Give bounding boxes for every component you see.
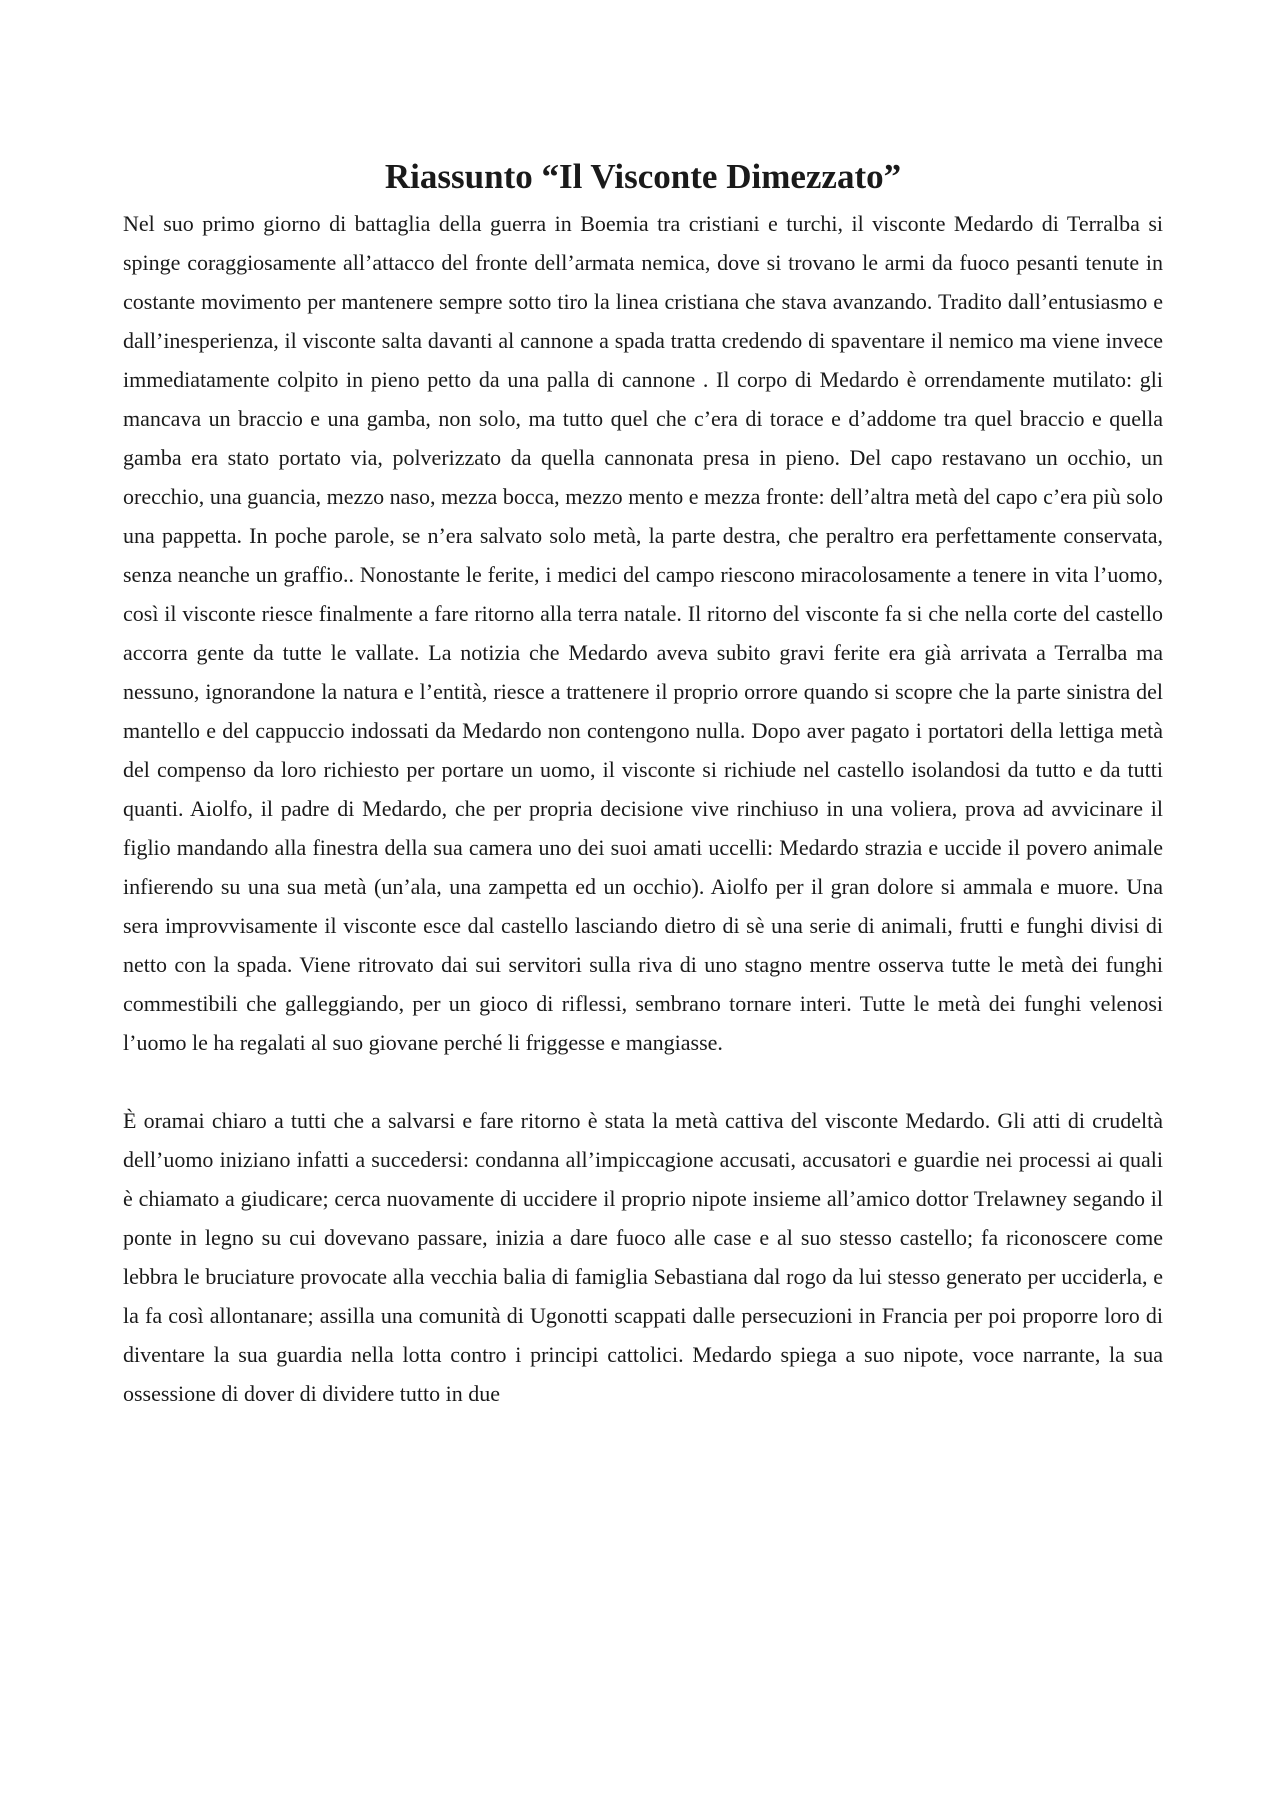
document-body [123,150,1163,1413]
paragraph-2: È oramai chiaro a tutti che a salvarsi e fare ritorno è stata la metà cattiva del visconte Medardo. Gli atti di crudeltà dell’uomo iniziano infatti a succedersi: condanna all’impiccagione accusati, accusatori e guardie nei processi ai quali è chiamato a giudicare; cerca nuovamente di uccidere il proprio nipote insieme all’amico dottor Trelawney segando il ponte in legno su cui dovevano passare, inizia a dare fuoco alle case e al suo stesso castello; fa riconoscere come lebbra le bruciature provocate alla vecchia balia di famiglia Sebastiana dal rogo da lui stesso generato per ucciderla, e la fa così allontanare; assilla una comunità di Ugonotti scappati dalle persecuzioni in Francia per poi proporre loro di diventare la sua guardia nella lotta contro i principi cattolici. Medardo spiega a suo nipote, voce narrante, la sua ossessione di dover di dividere tutto in due [123,1108,1163,1406]
paragraph-1: Nel suo primo giorno di battaglia della guerra in Boemia tra cristiani e turchi, il visconte Medardo di Terralba si spinge coraggiosamente all’attacco del fronte dell’armata nemica, dove si trovano le armi da fuoco pesanti tenute in costante movimento per mantenere sempre sotto tiro la linea cristiana che stava avanzando. Tradito dall’entusiasmo e dall’inesperienza, il visconte salta davanti al cannone a spada tratta credendo di spaventare il nemico ma viene invece immediatamente colpito in pieno petto da una palla di cannone . Il corpo di Medardo è orrendamente mutilato: gli mancava un braccio e una gamba, non solo, ma tutto quel che c’era di torace e d’addome tra quel braccio e quella gamba era stato portato via, polverizzato da quella cannonata presa in pieno. Del capo restavano un occhio, un orecchio, una guancia, mezzo naso, mezza bocca, mezzo mento e mezza fronte: dell’altra metà del capo c’era più solo una pappetta. In poche parole, se n’era salvato solo metà, la parte destra, che peraltro era perfettamente conservata, senza neanche un graffio.. Nonostante le ferite, i medici del campo riescono miracolosamente a tenere in vita l’uomo, così il visconte riesce finalmente a fare ritorno alla terra natale. Il ritorno del visconte fa si che nella corte del castello accorra gente da tutte le vallate. La notizia che Medardo aveva subito gravi ferite era già arrivata a Terralba ma nessuno, ignorandone la natura e l’entità, riesce a trattenere il proprio orrore quando si scopre che la parte sinistra del mantello e del cappuccio indossati da Medardo non contengono nulla. Dopo aver pagato i portatori della lettiga metà del compenso da loro richiesto per portare un uomo, il visconte si richiude nel castello isolandosi da tutto e da tutti quanti. Aiolfo, il padre di Medardo, che per propria decisione vive rinchiuso in una voliera, prova ad avvicinare il figlio mandando alla finestra della sua camera uno dei suoi amati uccelli: Medardo strazia e uccide il povero animale infierendo su una sua metà (un’ala, una zampetta ed un occhio). Aiolfo per il gran dolore si ammala e muore. Una sera improvvisamente il visconte esce dal castello lasciando dietro di sè una serie di animali, frutti e funghi divisi di netto con la spada. Viene ritrovato dai sui servitori sulla riva di uno stagno mentre osserva tutte le metà dei funghi commestibili che galleggiando, per un gioco di riflessi, sembrano tornare interi. Tutte le metà dei funghi velenosi l’uomo le ha regalati al suo giovane perché li friggesse e mangiasse. [123,211,1163,1055]
document-title: Riassunto “Il Visconte Dimezzato” [384,157,902,196]
